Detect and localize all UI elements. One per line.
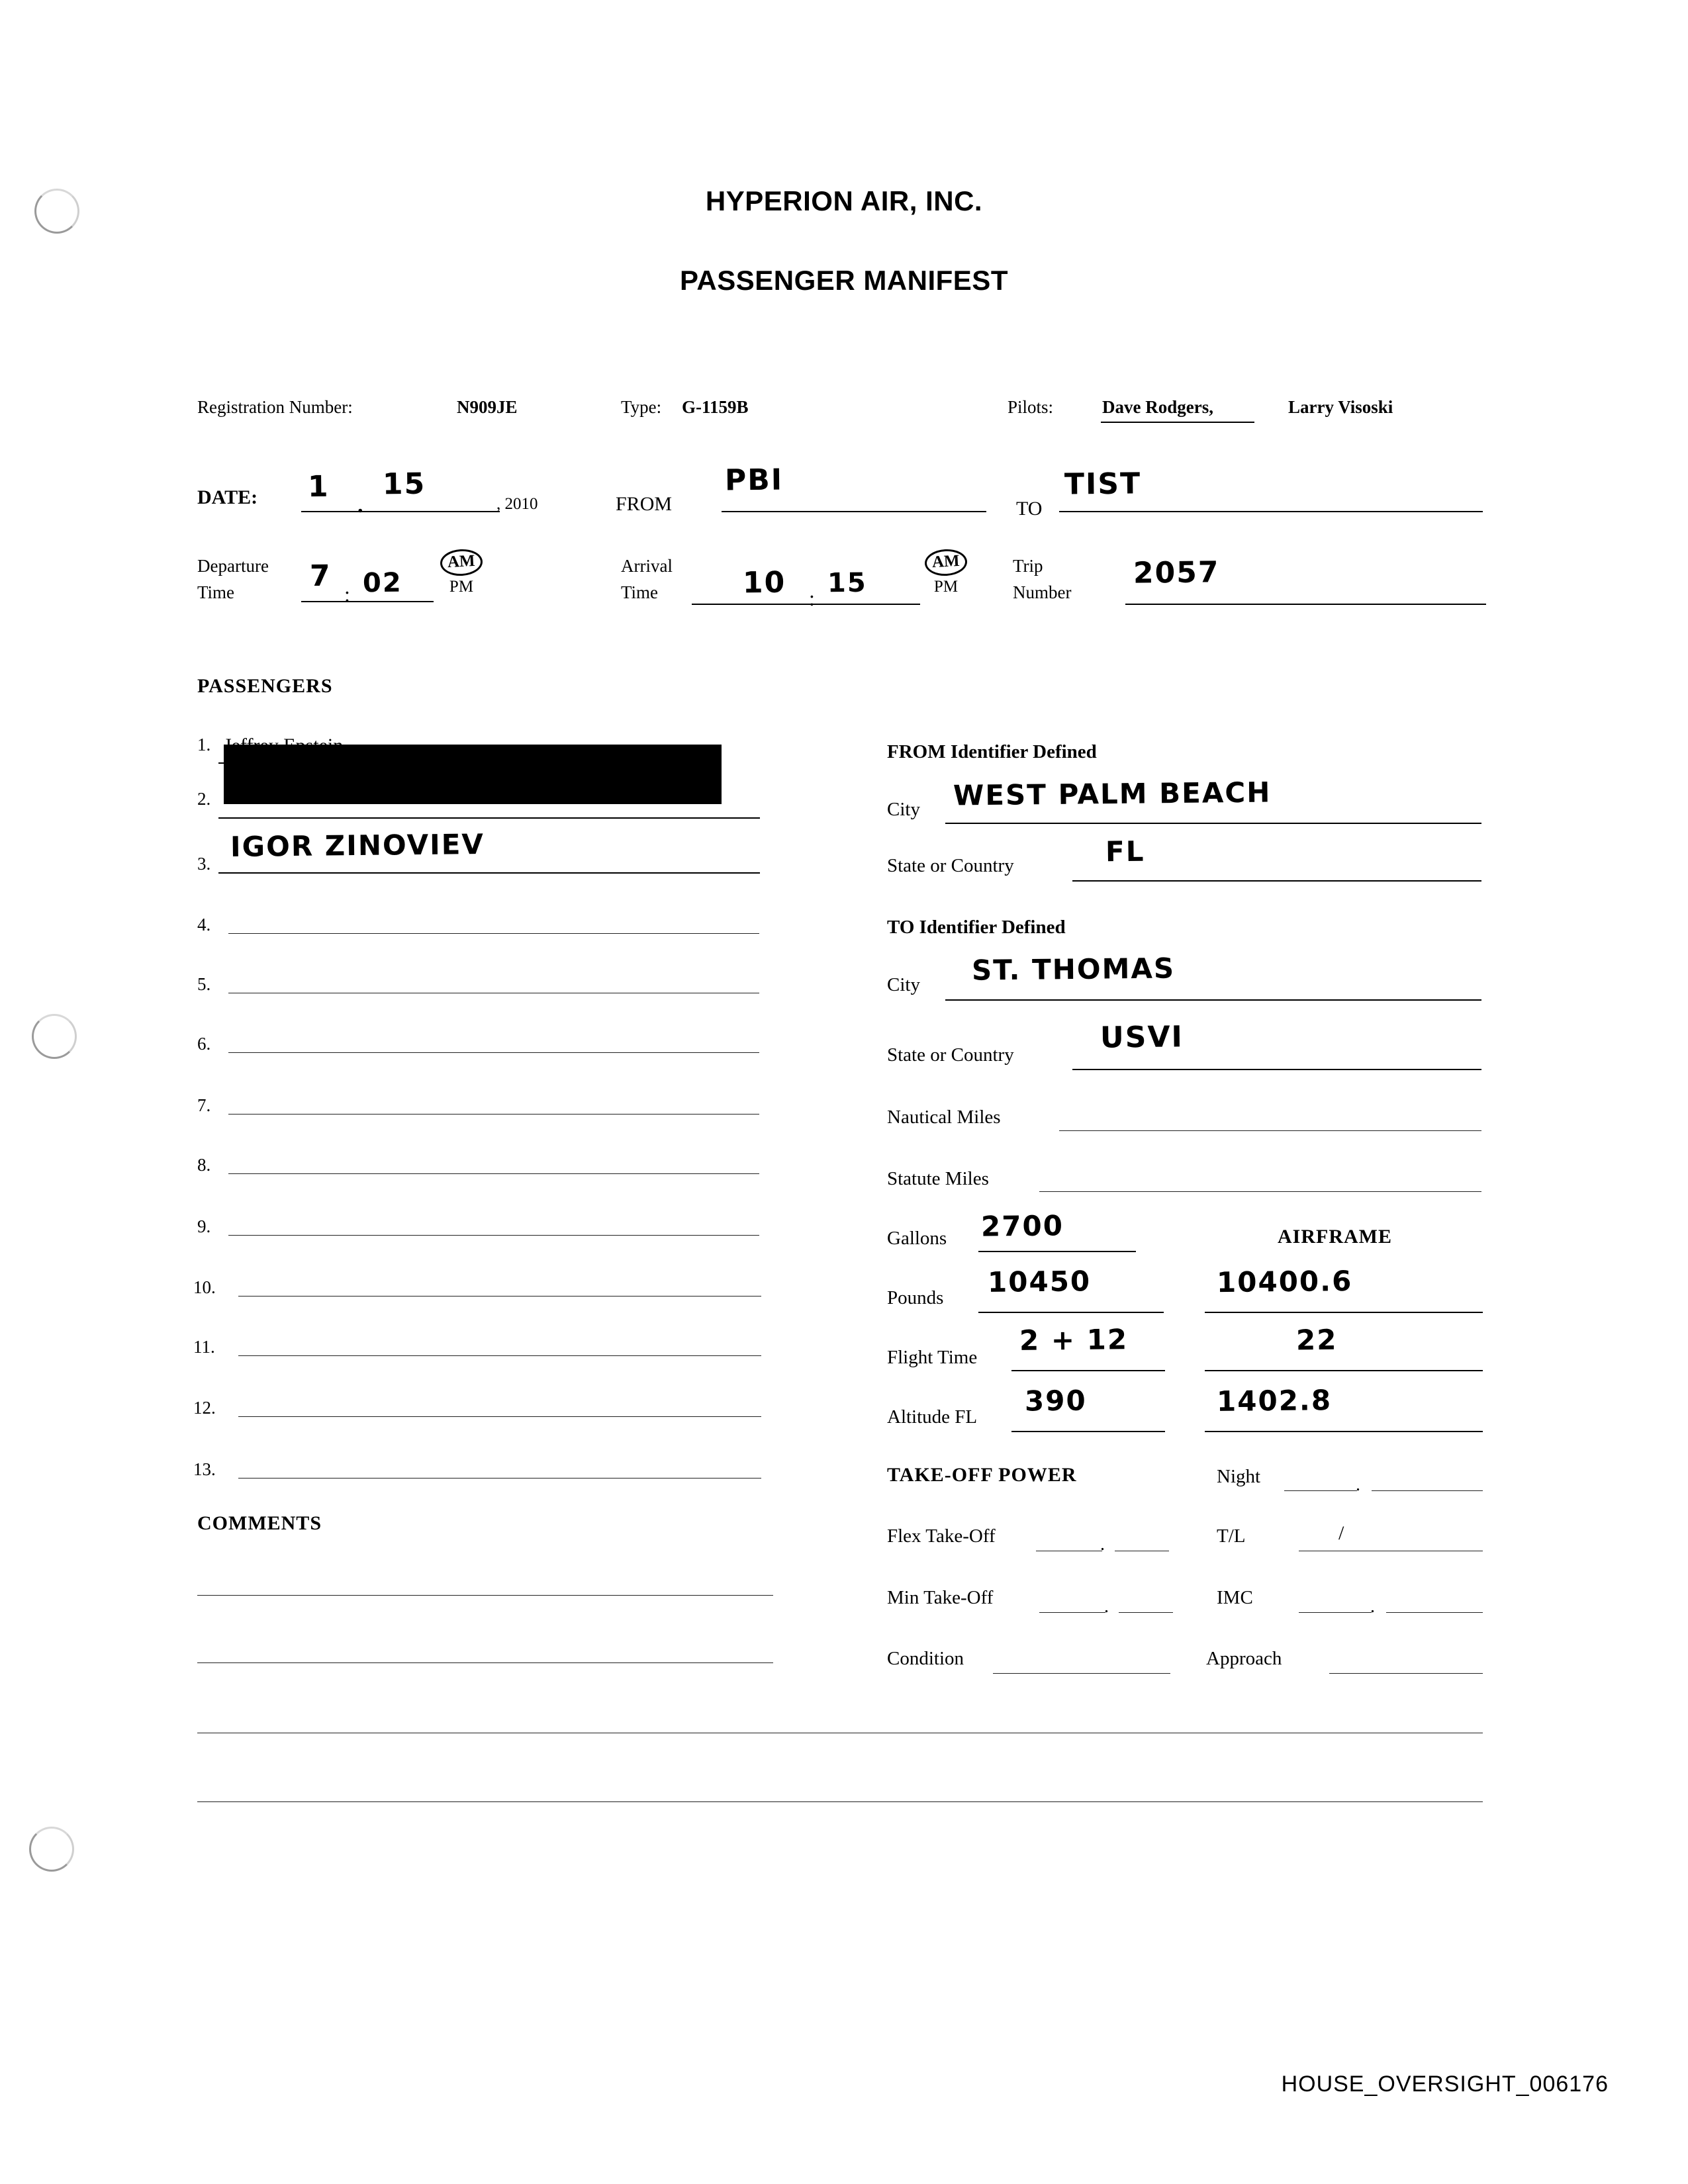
punch-hole-icon [32,1014,77,1059]
type-value: G-1159B [682,397,749,417]
flight-time-airframe-value: 22 [1295,1323,1338,1357]
passenger-line-4 [228,933,759,934]
imc-underline-right [1386,1612,1483,1613]
passenger-number-1: 1. [197,735,211,754]
passenger-line-12 [238,1416,761,1417]
comment-line-2 [197,1662,773,1663]
trip-label-line2: Number [1013,582,1072,602]
tl-slash: / [1338,1522,1344,1544]
arrival-minute-value: 15 [827,567,867,599]
passenger-line-7 [228,1114,759,1115]
night-decimal-dot: . [1356,1475,1360,1495]
pounds-airframe-value: 10400.6 [1216,1264,1353,1299]
passenger-number-3: 3. [197,854,211,874]
statute-miles-label: Statute Miles [887,1168,989,1189]
redaction-bar [224,745,722,804]
page-title: PASSENGER MANIFEST [680,265,1008,296]
flight-time-airframe-underline [1205,1370,1483,1371]
statute-miles-underline [1039,1191,1481,1192]
night-underline-right [1372,1490,1483,1491]
flight-time-label: Flight Time [887,1347,978,1368]
pounds-underline [978,1312,1164,1313]
gallons-label: Gallons [887,1228,947,1249]
from-city-value: WEST PALM BEACH [953,776,1272,812]
passenger-number-5: 5. [197,974,211,994]
trip-label-line1: Trip [1013,556,1043,576]
airframe-heading: AIRFRAME [1278,1226,1392,1248]
imc-label: IMC [1217,1587,1253,1608]
date-underline [301,511,500,512]
flight-time-underline [1011,1370,1165,1371]
company-title: HYPERION AIR, INC. [705,185,983,216]
passenger-number-2: 2. [197,789,211,809]
passenger-line-6 [228,1052,759,1053]
from-value: PBI [724,463,784,498]
from-city-label: City [887,799,920,820]
date-year: , 2010 [496,495,538,513]
flex-takeoff-decimal-dot: . [1100,1534,1105,1555]
altitude-airframe-value: 1402.8 [1216,1384,1333,1418]
arrival-am-option[interactable]: AM [924,548,968,576]
departure-label-line2: Time [197,582,235,602]
bates-stamp: HOUSE_OVERSIGHT_006176 [1281,2071,1609,2097]
flex-takeoff-label: Flex Take-Off [887,1525,996,1547]
comments-heading: COMMENTS [197,1512,322,1534]
departure-ampm-selector[interactable] [437,549,486,597]
to-city-label: City [887,974,920,995]
pilot-name-2: Larry Visoski [1288,397,1393,417]
approach-underline [1329,1673,1483,1674]
passenger-line-13 [238,1478,761,1479]
min-takeoff-underline-right [1119,1612,1173,1613]
passenger-number-6: 6. [197,1034,211,1054]
to-city-value: ST. THOMAS [971,952,1176,987]
arrival-colon: : [809,586,815,610]
passenger-line-11 [238,1355,761,1356]
departure-minute-value: 02 [362,567,402,599]
pounds-value: 10450 [987,1265,1092,1298]
from-identifier-heading: FROM Identifier Defined [887,741,1097,762]
from-label: FROM [616,493,673,515]
date-day-value: 15 [382,467,426,502]
pounds-label: Pounds [887,1287,944,1308]
passenger-number-12: 12. [193,1398,216,1418]
passenger-line-2 [218,817,760,819]
gallons-value: 2700 [980,1209,1064,1243]
to-label: TO [1016,498,1043,520]
nautical-miles-underline [1059,1130,1481,1131]
pilot-name-1: Dave Rodgers, [1102,397,1213,417]
altitude-value: 390 [1024,1384,1087,1418]
imc-decimal-dot: . [1370,1596,1375,1617]
departure-label-line1: Departure [197,556,269,576]
min-takeoff-label: Min Take-Off [887,1587,994,1608]
takeoff-power-heading: TAKE-OFF POWER [887,1464,1077,1486]
arrival-ampm-selector[interactable] [921,549,970,597]
passengers-heading: PASSENGERS [197,675,333,697]
date-label: DATE: [197,486,258,508]
comment-line-1 [197,1595,773,1596]
arrival-label-line2: Time [621,582,659,602]
arrival-label-line1: Arrival [621,556,673,576]
arrival-time-underline [692,604,920,605]
arrival-pm-option[interactable]: PM [933,578,959,596]
comment-line-4 [197,1801,1483,1802]
condition-underline [993,1673,1170,1674]
trip-number-value: 2057 [1133,555,1220,590]
date-separator: . [357,493,363,518]
imc-underline-left [1299,1612,1372,1613]
to-state-value: USVI [1100,1020,1184,1055]
passenger-number-7: 7. [197,1095,211,1115]
passenger-line-8 [228,1173,759,1174]
to-state-label: State or Country [887,1044,1014,1066]
trip-number-underline [1125,604,1486,605]
passenger-line-3 [218,872,760,874]
passenger-name-3: IGOR ZINOVIEV [230,827,485,864]
to-city-underline [945,999,1481,1001]
tl-label: T/L [1217,1525,1246,1547]
passenger-number-13: 13. [193,1459,216,1479]
arrival-hour-value: 10 [742,565,786,600]
altitude-underline [1011,1431,1165,1432]
passenger-number-11: 11. [193,1337,215,1357]
night-underline-left [1284,1490,1357,1491]
pilot-1-underline [1101,422,1254,423]
from-state-underline [1072,880,1481,882]
min-takeoff-decimal-dot: . [1104,1596,1109,1617]
from-state-label: State or Country [887,855,1014,876]
passenger-line-10 [238,1296,761,1297]
punch-hole-icon [29,1827,74,1872]
pounds-airframe-underline [1205,1312,1483,1313]
gallons-underline [978,1251,1136,1252]
to-identifier-heading: TO Identifier Defined [887,917,1066,938]
departure-time-underline [301,601,434,602]
departure-hour-value: 7 [309,559,332,594]
to-state-underline [1072,1069,1481,1070]
approach-label: Approach [1206,1648,1282,1669]
departure-colon: : [344,582,350,606]
flight-time-value: 2 + 12 [1019,1323,1129,1357]
to-value: TIST [1064,467,1142,502]
altitude-label: Altitude FL [887,1406,978,1428]
condition-label: Condition [887,1648,964,1669]
from-city-underline [945,823,1481,824]
to-underline [1059,511,1483,512]
from-state-value: FL [1105,835,1145,868]
from-underline [722,511,986,512]
passenger-line-9 [228,1235,759,1236]
night-label: Night [1217,1466,1261,1487]
departure-pm-option[interactable]: PM [449,578,474,596]
registration-value: N909JE [457,397,518,417]
registration-label: Registration Number: [197,397,353,417]
passenger-number-10: 10. [193,1277,216,1297]
passenger-number-9: 9. [197,1216,211,1236]
type-label: Type: [621,397,662,417]
passenger-number-4: 4. [197,915,211,934]
min-takeoff-underline-left [1039,1612,1105,1613]
departure-am-option[interactable]: AM [440,548,483,576]
passenger-number-8: 8. [197,1155,211,1175]
pilots-label: Pilots: [1008,397,1054,417]
date-month-value: 1 [307,469,330,504]
nautical-miles-label: Nautical Miles [887,1107,1001,1128]
altitude-airframe-underline [1205,1431,1483,1432]
